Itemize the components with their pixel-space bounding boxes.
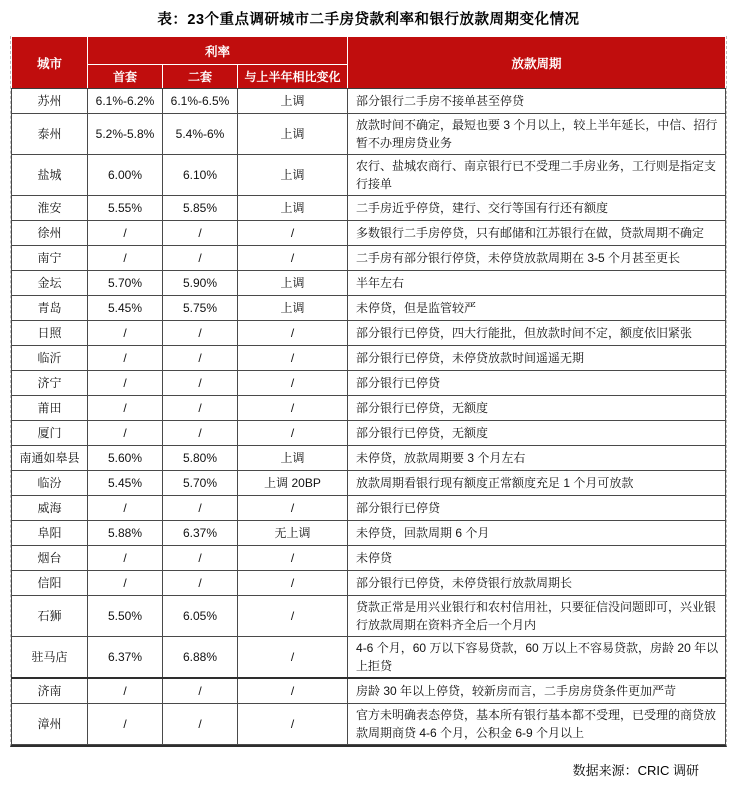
period-cell: 未停贷，回款周期 6 个月 — [348, 521, 726, 546]
second-home-rate-cell: 6.05% — [163, 596, 238, 637]
table-row-zhumadian — [12, 637, 726, 679]
table-row-putian — [12, 396, 726, 421]
city-cell: 南宁 — [12, 246, 88, 271]
second-home-rate-cell: 5.75% — [163, 296, 238, 321]
rate-change-cell: 无上调 — [238, 521, 348, 546]
city-cell: 漳州 — [12, 704, 88, 745]
first-home-rate-cell: 6.1%-6.2% — [88, 89, 163, 114]
city-cell: 石狮 — [12, 596, 88, 637]
first-home-rate-cell: / — [88, 321, 163, 346]
rate-change-cell: 上调 — [238, 114, 348, 155]
first-home-rate-cell: 5.70% — [88, 271, 163, 296]
table-row-qingdao — [12, 296, 726, 321]
table-row-jintan — [12, 271, 726, 296]
second-home-rate-cell: 5.4%-6% — [163, 114, 238, 155]
first-home-rate-cell: / — [88, 546, 163, 571]
period-cell: 放款时间不确定，最短也要 3 个月以上，较上半年延长，中信、招行暂不办理房贷业务 — [348, 114, 726, 155]
period-cell: 部分银行已停贷，无额度 — [348, 396, 726, 421]
city-cell: 厦门 — [12, 421, 88, 446]
header-rate-group: 利率 — [88, 37, 348, 65]
period-cell: 半年左右 — [348, 271, 726, 296]
rate-change-cell: / — [238, 678, 348, 704]
header-city: 城市 — [12, 37, 88, 89]
rate-change-cell: 上调 — [238, 446, 348, 471]
data-source: 数据来源：CRIC 调研 — [572, 763, 699, 778]
period-cell: 部分银行已停贷 — [348, 496, 726, 521]
rate-change-cell: / — [238, 546, 348, 571]
table-row-xuzhou — [12, 221, 726, 246]
table-row-shishi — [12, 596, 726, 637]
first-home-rate-cell: / — [88, 421, 163, 446]
city-cell: 莆田 — [12, 396, 88, 421]
second-home-rate-cell: 5.80% — [163, 446, 238, 471]
second-home-rate-cell: / — [163, 346, 238, 371]
second-home-rate-cell: / — [163, 396, 238, 421]
table-header — [12, 37, 726, 89]
first-home-rate-cell: / — [88, 704, 163, 745]
rate-change-cell: / — [238, 346, 348, 371]
period-cell: 部分银行已停贷，四大行能批，但放款时间不定，额度依旧紧张 — [348, 321, 726, 346]
city-cell: 徐州 — [12, 221, 88, 246]
period-cell: 4-6 个月，60 万以下容易贷款，60 万以上不容易贷款，房龄 20 年以上拒贷 — [348, 637, 726, 679]
second-home-rate-cell: 6.88% — [163, 637, 238, 679]
city-cell: 淮安 — [12, 196, 88, 221]
header-second-home: 二套 — [163, 65, 238, 89]
rate-change-cell: / — [238, 321, 348, 346]
city-cell: 泰州 — [12, 114, 88, 155]
rate-change-cell: / — [238, 421, 348, 446]
period-cell: 贷款正常是用兴业银行和农村信用社，只要征信没问题即可，兴业银行放款周期在资料齐全后一个月内 — [348, 596, 726, 637]
header-disbursement-period: 放款周期 — [348, 37, 726, 89]
table-row-jinan — [12, 678, 726, 704]
period-cell: 放款周期看银行现有额度正常额度充足 1 个月可放款 — [348, 471, 726, 496]
second-home-rate-cell: / — [163, 571, 238, 596]
table-row-xiamen — [12, 421, 726, 446]
rate-change-cell: / — [238, 596, 348, 637]
rate-change-cell: 上调 20BP — [238, 471, 348, 496]
first-home-rate-cell: / — [88, 571, 163, 596]
second-home-rate-cell: / — [163, 704, 238, 745]
second-home-rate-cell: / — [163, 496, 238, 521]
city-cell: 驻马店 — [12, 637, 88, 679]
period-cell: 农行、盐城农商行、南京银行已不受理二手房业务，工行则是指定支行接单 — [348, 155, 726, 196]
first-home-rate-cell: / — [88, 396, 163, 421]
first-home-rate-cell: 5.45% — [88, 471, 163, 496]
table-row-taizhou — [12, 114, 726, 155]
second-home-rate-cell: 6.37% — [163, 521, 238, 546]
period-cell: 部分银行已停贷，未停贷银行放款周期长 — [348, 571, 726, 596]
city-cell: 临汾 — [12, 471, 88, 496]
second-home-rate-cell: / — [163, 371, 238, 396]
rate-change-cell: 上调 — [238, 271, 348, 296]
period-cell: 未停贷，放款周期要 3 个月左右 — [348, 446, 726, 471]
table-row-jining — [12, 371, 726, 396]
period-cell: 二手房有部分银行停贷，未停贷放款周期在 3-5 个月甚至更长 — [348, 246, 726, 271]
city-cell: 苏州 — [12, 89, 88, 114]
rate-change-cell: / — [238, 571, 348, 596]
period-cell: 未停贷，但是监管较严 — [348, 296, 726, 321]
period-cell: 部分银行已停贷，无额度 — [348, 421, 726, 446]
city-cell: 阜阳 — [12, 521, 88, 546]
period-cell: 部分银行已停贷 — [348, 371, 726, 396]
first-home-rate-cell: 5.55% — [88, 196, 163, 221]
rate-change-cell: 上调 — [238, 296, 348, 321]
first-home-rate-cell: 6.37% — [88, 637, 163, 679]
city-cell: 金坛 — [12, 271, 88, 296]
rates-table — [11, 36, 726, 745]
second-home-rate-cell: / — [163, 321, 238, 346]
table-row-fuyang — [12, 521, 726, 546]
rate-change-cell: / — [238, 221, 348, 246]
city-cell: 烟台 — [12, 546, 88, 571]
first-home-rate-cell: 5.45% — [88, 296, 163, 321]
rate-change-cell: / — [238, 637, 348, 679]
rate-change-cell: 上调 — [238, 196, 348, 221]
period-cell: 未停贷 — [348, 546, 726, 571]
table-title: 表：23个重点调研城市二手房贷款利率和银行放款周期变化情况 — [157, 12, 580, 28]
table-row-yantai — [12, 546, 726, 571]
city-cell: 威海 — [12, 496, 88, 521]
table-row-nanning — [12, 246, 726, 271]
rate-change-cell: / — [238, 396, 348, 421]
table-row-linyi — [12, 346, 726, 371]
second-home-rate-cell: 5.85% — [163, 196, 238, 221]
city-cell: 济宁 — [12, 371, 88, 396]
city-cell: 青岛 — [12, 296, 88, 321]
first-home-rate-cell: 5.50% — [88, 596, 163, 637]
period-cell: 房龄 30 年以上停贷，较新房而言，二手房房贷条件更加严苛 — [348, 678, 726, 704]
city-cell: 临沂 — [12, 346, 88, 371]
second-home-rate-cell: 5.70% — [163, 471, 238, 496]
table-row-nantong-rugao — [12, 446, 726, 471]
period-cell: 部分银行已停贷，未停贷放款时间遥遥无期 — [348, 346, 726, 371]
rate-change-cell: / — [238, 496, 348, 521]
first-home-rate-cell: / — [88, 246, 163, 271]
rate-change-cell: 上调 — [238, 89, 348, 114]
table-row-rizhao — [12, 321, 726, 346]
second-home-rate-cell: 6.10% — [163, 155, 238, 196]
second-home-rate-cell: / — [163, 221, 238, 246]
table-container — [10, 36, 727, 747]
city-cell: 济南 — [12, 678, 88, 704]
period-cell: 官方未明确表态停贷，基本所有银行基本都不受理，已受理的商贷放款周期商贷 4-6 个月，公积金 6-9 个月以上 — [348, 704, 726, 745]
first-home-rate-cell: / — [88, 346, 163, 371]
city-cell: 盐城 — [12, 155, 88, 196]
first-home-rate-cell: 5.60% — [88, 446, 163, 471]
header-group-row — [12, 37, 726, 65]
city-cell: 南通如皋县 — [12, 446, 88, 471]
table-body — [12, 89, 726, 745]
second-home-rate-cell: / — [163, 246, 238, 271]
second-home-rate-cell: / — [163, 421, 238, 446]
table-row-huaian — [12, 196, 726, 221]
period-cell: 多数银行二手房停贷，只有邮储和江苏银行在做，贷款周期不确定 — [348, 221, 726, 246]
first-home-rate-cell: 5.2%-5.8% — [88, 114, 163, 155]
first-home-rate-cell: / — [88, 221, 163, 246]
first-home-rate-cell: / — [88, 496, 163, 521]
rate-change-cell: / — [238, 371, 348, 396]
table-row-linfen — [12, 471, 726, 496]
first-home-rate-cell: / — [88, 678, 163, 704]
second-home-rate-cell: 5.90% — [163, 271, 238, 296]
table-row-yancheng — [12, 155, 726, 196]
city-cell: 信阳 — [12, 571, 88, 596]
table-row-zhangzhou — [12, 704, 726, 745]
first-home-rate-cell: 6.00% — [88, 155, 163, 196]
table-row-weihai — [12, 496, 726, 521]
rate-change-cell: / — [238, 246, 348, 271]
second-home-rate-cell: 6.1%-6.5% — [163, 89, 238, 114]
period-cell: 二手房近乎停贷，建行、交行等国有行还有额度 — [348, 196, 726, 221]
header-first-home: 首套 — [88, 65, 163, 89]
second-home-rate-cell: / — [163, 678, 238, 704]
table-row-xinyang — [12, 571, 726, 596]
period-cell: 部分银行二手房不接单甚至停贷 — [348, 89, 726, 114]
city-cell: 日照 — [12, 321, 88, 346]
second-home-rate-cell: / — [163, 546, 238, 571]
header-change-vs-h1: 与上半年相比变化 — [238, 65, 348, 89]
first-home-rate-cell: 5.88% — [88, 521, 163, 546]
table-row-suzhou — [12, 89, 726, 114]
first-home-rate-cell: / — [88, 371, 163, 396]
rate-change-cell: 上调 — [238, 155, 348, 196]
rate-change-cell: / — [238, 704, 348, 745]
